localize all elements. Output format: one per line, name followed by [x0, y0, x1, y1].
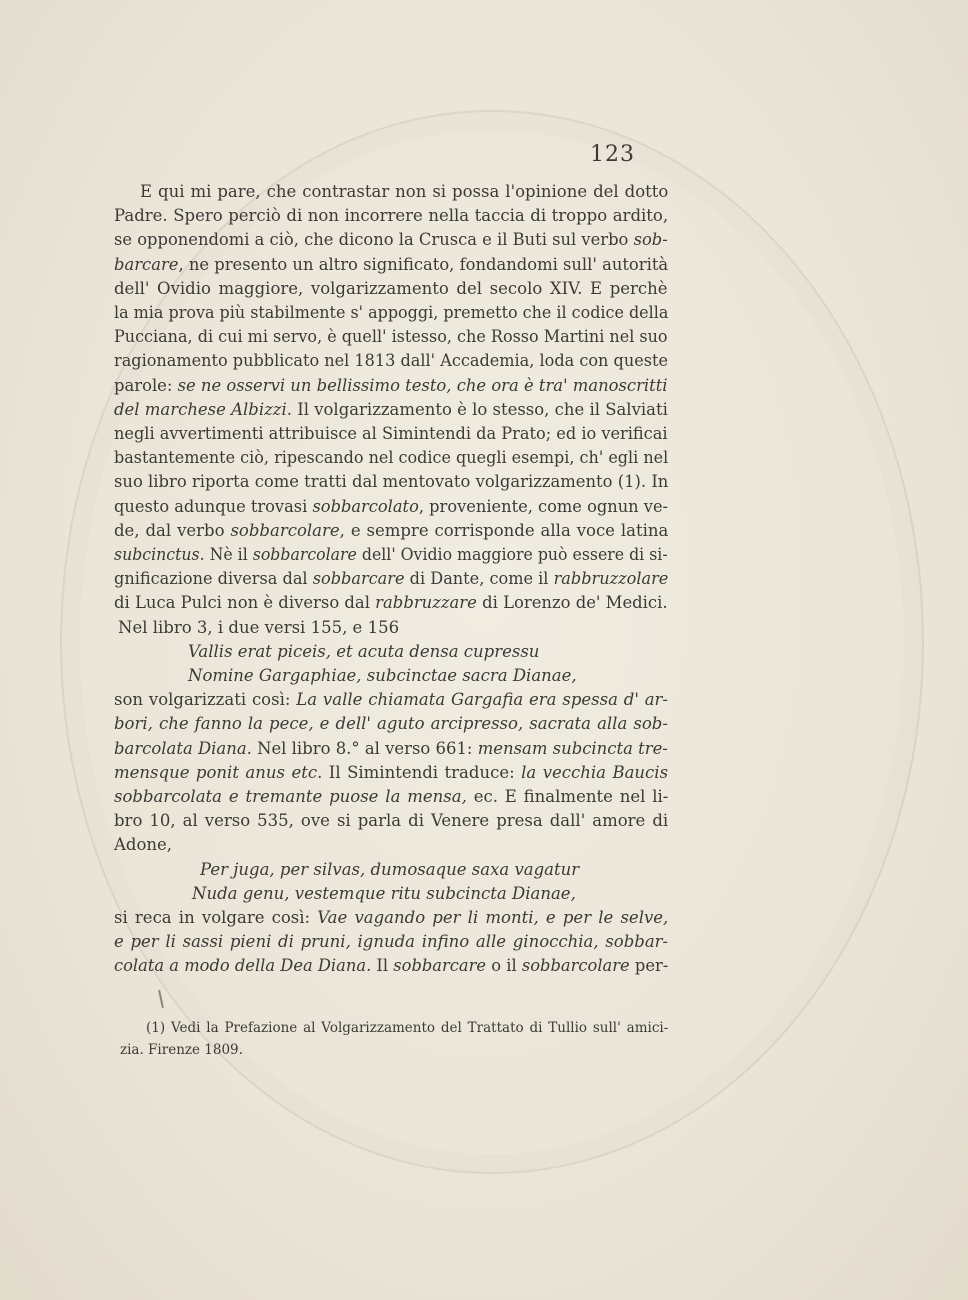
body-line: [114, 253, 668, 277]
body-line: [188, 664, 577, 688]
text-segment: de, dal verbo: [114, 520, 231, 540]
text-segment: , ne presento un altro significato, fondandomi sull' autorità: [178, 254, 669, 274]
text-segment: dell' Ovidio maggiore, volgarizzamento del secolo XIV. E perchè: [114, 278, 668, 298]
italic-text: Per juga, per silvas, dumosaque saxa vagatur: [200, 859, 580, 879]
body-line: [114, 204, 668, 228]
body-line: [114, 930, 668, 954]
text-segment: Pucciana, di cui mi servo, è quell' istesso, che Rosso Martini nel suo: [114, 327, 668, 347]
text-segment: zia. Firenze 1809.: [120, 1042, 243, 1058]
italic-text: Nuda genu, vestemque ritu subcincta Dianae,: [192, 883, 576, 903]
body-line: [192, 882, 576, 906]
body-line: [114, 954, 668, 978]
text-segment: Adone,: [114, 835, 173, 855]
text-segment: di Luca Pulci non è diverso dal: [114, 593, 376, 613]
italic-text: sobbarcolare: [521, 956, 630, 976]
body-line: [114, 495, 668, 519]
body-line: [114, 809, 668, 833]
text-segment: bastantemente ciò, ripescando nel codice quegli esempi, ch' egli nel: [114, 448, 669, 468]
italic-text: se ne osservi un bellissimo testo, che ora è tra' manoscritti: [177, 375, 668, 395]
footnote-line: [146, 1016, 668, 1040]
text-segment: di Dante, come il: [404, 569, 554, 589]
italic-text: del marchese Albizzi.: [114, 399, 292, 419]
italic-text: mensam subcincta tre-: [477, 738, 668, 758]
italic-text: rabbruzzare: [375, 593, 477, 613]
body-line: [140, 180, 668, 204]
text-segment: Nel libro 8.° al verso 661:: [251, 738, 478, 758]
italic-text: mensque ponit anus etc.: [114, 762, 323, 782]
body-line: [114, 398, 668, 422]
body-line: [118, 616, 399, 640]
text-segment: Nè il: [204, 545, 253, 564]
body-line: [114, 228, 668, 252]
text-segment: Padre. Spero perciò di non incorrere nella taccia di troppo ardito,: [114, 206, 669, 226]
body-line: [114, 325, 668, 349]
italic-text: colata a modo della Dea Diana.: [114, 956, 372, 976]
italic-text: sobbarcolare: [252, 545, 357, 564]
italic-text: barcolata Diana.: [114, 738, 252, 758]
body-line: [114, 519, 668, 543]
italic-text: sob-: [633, 230, 668, 250]
text-segment: per-: [629, 956, 669, 976]
text-segment: o il: [486, 956, 522, 976]
italic-text: rabbruzzolare: [553, 569, 669, 589]
italic-text: bori, che fanno la pece, e dell' aguto arcipresso, sacrata alla sob-: [114, 714, 668, 734]
text-segment: ec. E finalmente nel li-: [466, 787, 669, 806]
page-number: 123: [590, 142, 635, 167]
text-segment: gnificazione diversa dal: [114, 569, 313, 589]
italic-text: Nomine Gargaphiae, subcinctae sacra Dianae,: [188, 666, 577, 685]
text-segment: Il Simintendi traduce:: [322, 762, 522, 782]
body-line: [114, 567, 668, 591]
text-segment: dell' Ovidio maggiore può essere di si-: [356, 545, 668, 564]
body-line: [114, 374, 668, 398]
text-segment: son volgarizzati così:: [114, 690, 297, 710]
body-line: [114, 446, 668, 470]
italic-text: la vecchia Baucis: [521, 762, 669, 782]
body-line: [114, 737, 668, 761]
italic-text: subcinctus.: [114, 545, 205, 564]
text-segment: , proveniente, come ognun ve-: [418, 496, 669, 516]
text-segment: Il: [371, 956, 394, 976]
text-segment: (1) Vedi la Prefazione al Volgarizzamento del Trattato di Tullio sull' amici-: [146, 1020, 669, 1036]
body-line: [114, 470, 668, 494]
body-line: [114, 349, 668, 373]
italic-text: La valle chiamata Gargafia era spessa d' ar-: [296, 690, 669, 710]
body-line: [114, 422, 668, 446]
body-line: [114, 833, 172, 857]
italic-text: e per li sassi pieni di pruni, ignuda infino alle ginocchia, sobbar-: [114, 932, 669, 952]
text-segment: suo libro riporta come tratti dal mentovato volgarizzamento (1). In: [114, 472, 669, 492]
body-line: [200, 858, 579, 882]
text-segment: Nel libro 3, i due versi 155, e 156: [118, 617, 400, 637]
text-segment: , e sempre corrisponde alla voce latina: [339, 520, 669, 540]
body-line: [114, 301, 668, 325]
text-segment: parole:: [114, 375, 178, 395]
text-segment: la mia prova più stabilmente s' appoggi, premetto che il codice della: [114, 303, 669, 322]
body-line: [114, 906, 668, 930]
text-segment: ragionamento pubblicato nel 1813 dall' Accademia, loda con queste: [114, 351, 668, 371]
body-line: [114, 688, 668, 712]
italic-text: sobbarcolare: [230, 520, 340, 540]
body-line: [114, 591, 668, 615]
italic-text: sobbarcare: [393, 956, 487, 976]
body-line: [114, 277, 668, 301]
text-segment: di Lorenzo de' Medici.: [476, 593, 668, 613]
ink-mark: [158, 990, 164, 1008]
footnote-line: [120, 1038, 243, 1062]
body-line: [114, 712, 668, 736]
text-segment: se opponendomi a ciò, che dicono la Crusca e il Buti sul verbo: [114, 230, 634, 250]
italic-text: sobbarcare: [312, 569, 405, 589]
text-segment: Il volgarizzamento è lo stesso, che il Salviati: [291, 399, 668, 419]
text-segment: si reca in volgare così:: [114, 908, 318, 927]
text-segment: E qui mi pare, che contrastar non si possa l'opinione del dotto: [140, 182, 669, 201]
text-segment: negli avvertimenti attribuisce al Simintendi da Prato; ed io verificai: [114, 424, 668, 443]
body-line: [114, 761, 668, 785]
italic-text: Vallis erat piceis, et acuta densa cupressu: [188, 641, 540, 661]
text-segment: bro 10, al verso 535, ove si parla di Venere presa dall' amore di: [114, 811, 669, 831]
italic-text: sobbarcolata e tremante puose la mensa,: [114, 787, 467, 806]
body-line: [114, 543, 668, 567]
body-line: [188, 640, 539, 664]
italic-text: Vae vagando per li monti, e per le selve,: [317, 908, 669, 927]
italic-text: barcare: [114, 254, 179, 274]
body-line: [114, 785, 668, 809]
text-segment: questo adunque trovasi: [114, 496, 313, 516]
italic-text: sobbarcolato: [312, 496, 419, 516]
